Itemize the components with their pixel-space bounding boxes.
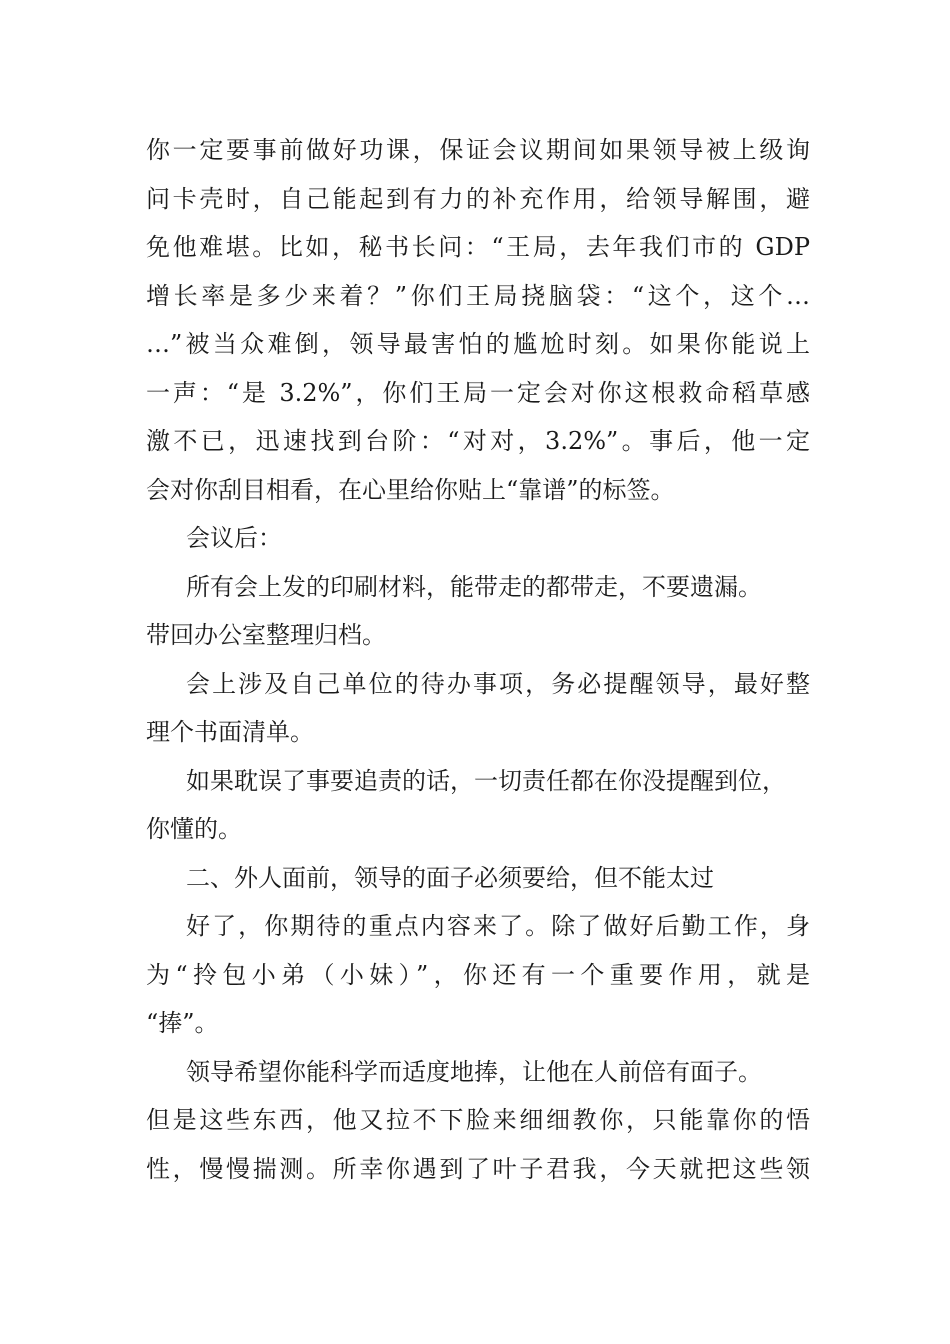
text-line: 增长率是多少来着？”你们王局挠脑袋：“这个，这个… <box>146 281 810 310</box>
text-line: 你一定要事前做好功课，保证会议期间如果领导被上级询 <box>146 136 810 164</box>
text-line: …”被当众难倒，领导最害怕的尴尬时刻。如果你能说上 <box>146 330 810 358</box>
text-line: 但是这些东西，他又拉不下脸来细细教你，只能靠你的悟 <box>146 1106 810 1134</box>
text-line: 激不已，迅速找到台阶：“对对，3.2%”。事后，他一定 <box>146 427 810 455</box>
text-line: 你懂的。 <box>146 815 242 843</box>
text-line: “捧”。 <box>146 1009 219 1037</box>
text-line: 如果耽误了事要追责的话，一切责任都在你没提醒到位， <box>186 766 786 795</box>
text-line: 带回办公室整理归档。 <box>146 621 386 649</box>
text-line: 所有会上发的印刷材料，能带走的都带走，不要遗漏。 <box>186 572 762 601</box>
text-line: 二、外人面前，领导的面子必须要给，但不能太过 <box>186 863 714 892</box>
text-line: 好了，你期待的重点内容来了。除了做好后勤工作，身 <box>186 912 810 940</box>
text-line: 为“拎包小弟（小妹）”，你还有一个重要作用，就是 <box>146 960 810 989</box>
text-line: 性，慢慢揣测。所幸你遇到了叶子君我，今天就把这些领 <box>146 1154 810 1183</box>
text-line: 领导希望你能科学而适度地捧，让他在人前倍有面子。 <box>186 1057 762 1086</box>
text-line: 一声：“是 3.2%”，你们王局一定会对你这根救命稻草感 <box>146 378 810 407</box>
text-line: 会议后： <box>186 524 282 552</box>
text-line: 会对你刮目相看，在心里给你贴上“靠谱”的标签。 <box>146 475 675 504</box>
text-line: 免他难堪。比如，秘书长问：“王局，去年我们市的 GDP <box>146 233 810 261</box>
text-line: 问卡壳时，自己能起到有力的补充作用，给领导解围，避 <box>146 184 810 213</box>
text-line: 理个书面清单。 <box>146 718 314 746</box>
document-body <box>146 126 810 1193</box>
text-line: 会上涉及自己单位的待办事项，务必提醒领导，最好整 <box>186 669 810 698</box>
